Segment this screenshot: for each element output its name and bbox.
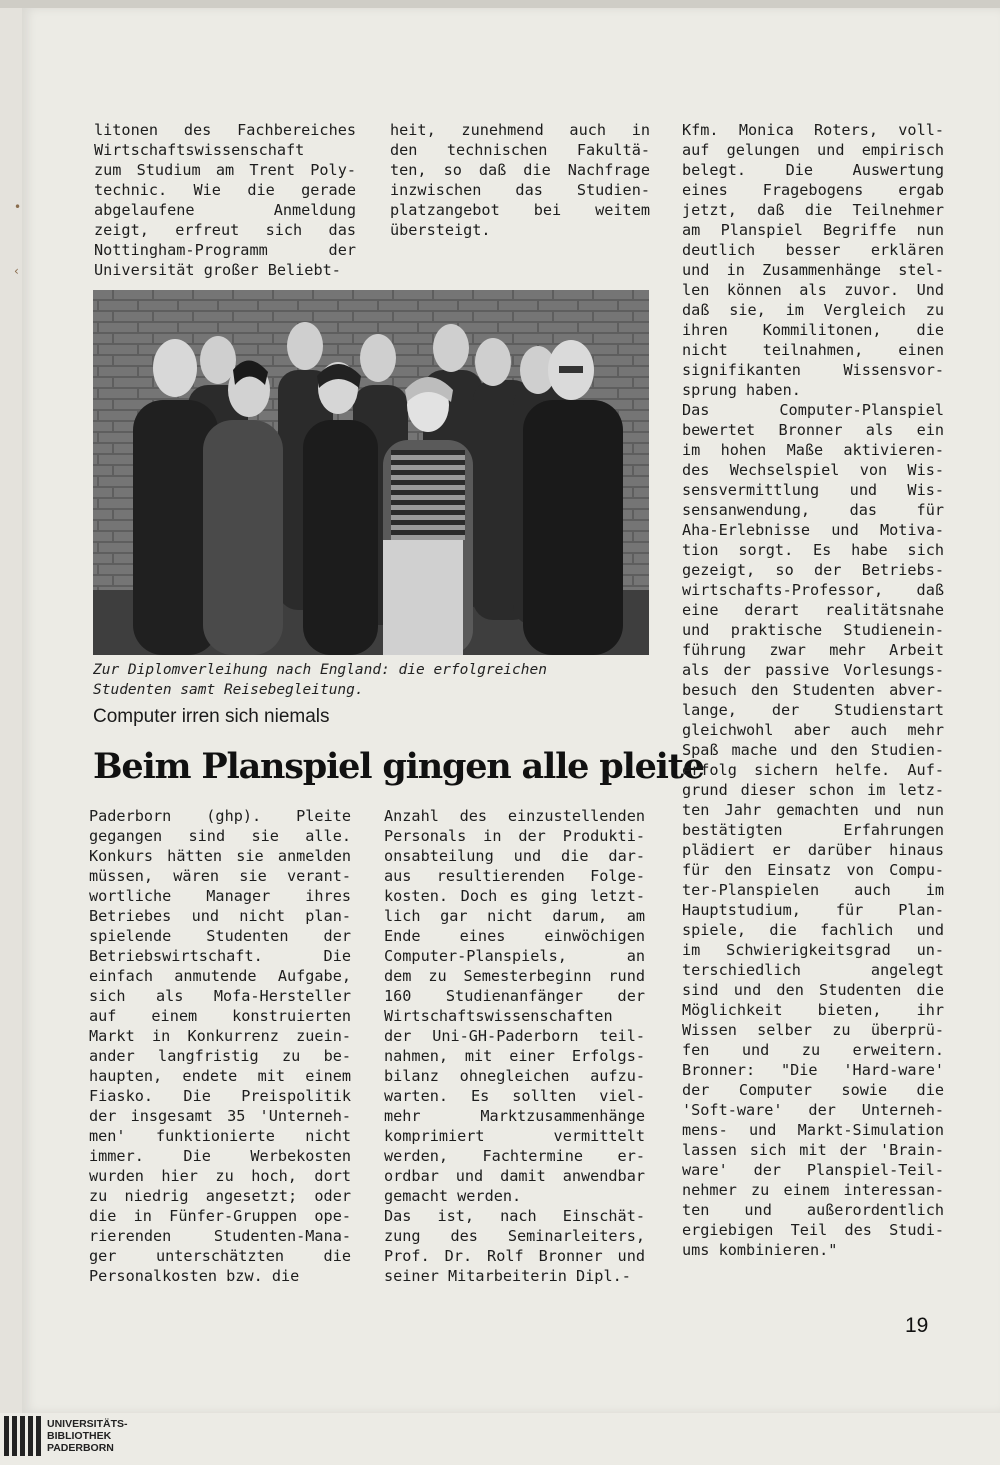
text-line: Universität großer Beliebt- <box>94 261 341 279</box>
text-line: als der passive Vorlesungs- <box>682 661 944 679</box>
text-line: sensanwendung, das für <box>682 501 944 519</box>
text-line: werden, Fachtermine er- <box>384 1147 645 1165</box>
text-line: immer. Die Werbekosten <box>89 1147 351 1165</box>
text-line: rierenden Studenten-Mana- <box>89 1227 351 1245</box>
text-line: warten. Es sollten viel- <box>384 1087 645 1105</box>
library-logo-text <box>47 1418 128 1454</box>
caption-line: Zur Diplomverleihung nach England: die erfolgreichen <box>93 662 547 678</box>
text-line: men' funktionierte nicht <box>89 1127 351 1145</box>
text-line: bilanz ohnegleichen aufzu- <box>384 1067 645 1085</box>
text-line: kosten. Doch es ging letzt- <box>384 887 645 905</box>
library-logo-mark <box>4 1416 41 1456</box>
text-line: plädiert er darüber hinaus <box>682 841 944 859</box>
text-line: Das Computer-Planspiel <box>682 401 944 419</box>
library-logo-line: PADERBORN <box>47 1442 114 1454</box>
text-line: Paderborn (ghp). Pleite <box>89 807 351 825</box>
text-line: Personalkosten bzw. die <box>89 1267 300 1285</box>
text-line: Prof. Dr. Rolf Bronner und <box>384 1247 645 1265</box>
text-line: Möglichkeit bieten, ihr <box>682 1001 944 1019</box>
text-line: erfolg sichern helfe. Auf- <box>682 761 944 779</box>
text-line: des Wechselspiel von Wis- <box>682 461 944 479</box>
article-kicker: Computer irren sich niemals <box>93 706 330 727</box>
text-line: sich als Mofa-Hersteller <box>89 987 351 1005</box>
text-line: zum Studium am Trent Poly- <box>94 161 356 179</box>
text-line: bestätigten Erfahrungen <box>682 821 944 839</box>
text-line: nahmen, mit einer Erfolgs- <box>384 1047 645 1065</box>
text-line: auf einem konstruierten <box>89 1007 351 1025</box>
text-line: übersteigt. <box>390 221 491 239</box>
text-line: aus resultierenden Folge- <box>384 867 645 885</box>
text-line: zeigt, erfreut sich das <box>94 221 356 239</box>
text-line: im hohen Maße aktivieren- <box>682 441 944 459</box>
library-logo <box>4 1416 128 1456</box>
text-line: führung zwar mehr Arbeit <box>682 641 944 659</box>
text-line: spielende Studenten der <box>89 927 351 945</box>
text-line: ums kombinieren." <box>682 1241 838 1259</box>
text-line: 'Soft-ware' der Unterneh- <box>682 1101 944 1119</box>
text-line: Ende eines einwöchigen <box>384 927 645 945</box>
text-line: Hauptstudium, für Plan- <box>682 901 944 919</box>
photo-caption <box>93 660 653 700</box>
text-line: im Schwierigkeitsgrad un- <box>682 941 944 959</box>
text-line: jetzt, daß die Teilnehmer <box>682 201 944 219</box>
text-line: der Computer sowie die <box>682 1081 944 1099</box>
text-line: der insgesamt 35 'Unterneh- <box>89 1107 351 1125</box>
text-line: wurden hier zu hoch, dort <box>89 1167 351 1185</box>
text-line: den technischen Fakultä- <box>390 141 650 159</box>
text-line: zu niedrig angesetzt; oder <box>89 1187 351 1205</box>
text-line: len können als zuvor. Und <box>682 281 944 299</box>
text-line: Markt in Konkurrenz zuein- <box>89 1027 351 1045</box>
article-headline: Beim Planspiel gingen alle pleite <box>93 746 704 787</box>
text-line: Wissen selber zu überprü- <box>682 1021 944 1039</box>
margin-mark: • <box>14 200 22 214</box>
text-line: ander langfristig zu be- <box>89 1047 351 1065</box>
text-line: ten Jahr gemachten und nun <box>682 801 944 819</box>
text-line: gemacht werden. <box>384 1187 522 1205</box>
text-line: bewertet Bronner als ein <box>682 421 944 439</box>
text-line: inzwischen das Studien- <box>390 181 650 199</box>
text-line: abgelaufene Anmeldung <box>94 201 356 219</box>
text-line: daß sie, im Vergleich zu <box>682 301 944 319</box>
text-line: müssen, wären sie verant- <box>89 867 351 885</box>
text-line: Nottingham-Programm der <box>94 241 356 259</box>
text-line: eine derart realitätsnahe <box>682 601 944 619</box>
text-line: mens- und Markt-Simulation <box>682 1121 944 1139</box>
text-line: Konkurs hätten sie anmelden <box>89 847 351 865</box>
text-line: wirtschafts-Professor, daß <box>682 581 944 599</box>
text-line: und praktische Studienein- <box>682 621 944 639</box>
text-line: gezeigt, so der Betriebs- <box>682 561 944 579</box>
text-line: der Uni-GH-Paderborn teil- <box>384 1027 645 1045</box>
text-line: Computer-Planspiels, an <box>384 947 645 965</box>
text-line: ten, so daß die Nachfrage <box>390 161 650 179</box>
text-line: und in Zusammenhänge stel- <box>682 261 944 279</box>
text-line: Fiasko. Die Preispolitik <box>89 1087 351 1105</box>
top-middle-column <box>390 120 650 240</box>
article-column-3 <box>682 120 944 1260</box>
text-line: wortliche Manager ihres <box>89 887 351 905</box>
text-line: Kfm. Monica Roters, voll- <box>682 121 944 139</box>
text-line: ergiebigen Teil des Studi- <box>682 1221 944 1239</box>
text-line: grund dieser schon im letz- <box>682 781 944 799</box>
text-line: Bronner: "Die 'Hard-ware' <box>682 1061 944 1079</box>
group-photo-image <box>93 290 649 655</box>
text-line: Das ist, nach Einschät- <box>384 1207 645 1225</box>
text-line: onsabteilung und die dar- <box>384 847 645 865</box>
text-line: sprung haben. <box>682 381 801 399</box>
text-line: fen und zu erweitern. <box>682 1041 944 1059</box>
scan-footer <box>0 1413 1000 1465</box>
text-line: spiele, die fachlich und <box>682 921 944 939</box>
text-line: Spaß mache und den Studien- <box>682 741 944 759</box>
library-logo-line: UNIVERSITÄTS- <box>47 1418 128 1430</box>
text-line: Betriebes und nicht plan- <box>89 907 351 925</box>
text-line: besuch den Studenten abver- <box>682 681 944 699</box>
text-line: deutlich besser erklären <box>682 241 944 259</box>
text-line: technic. Wie die gerade <box>94 181 356 199</box>
text-line: komprimiert vermittelt <box>384 1127 645 1145</box>
text-line: 160 Studienanfänger der <box>384 987 645 1005</box>
text-line: tion sorgt. Es habe sich <box>682 541 944 559</box>
margin-mark: ‹ <box>14 264 19 278</box>
text-line: Personals in der Produkti- <box>384 827 645 845</box>
text-line: dem zu Semesterbeginn rund <box>384 967 645 985</box>
text-line: zung des Seminarleiters, <box>384 1227 645 1245</box>
text-line: die in Fünfer-Gruppen ope- <box>89 1207 351 1225</box>
text-line: belegt. Die Auswertung <box>682 161 944 179</box>
text-line: haupten, endete mit einem <box>89 1067 351 1085</box>
text-line: nicht teilnahmen, einen <box>682 341 944 359</box>
text-line: am Planspiel Begriffe nun <box>682 221 944 239</box>
text-line: platzangebot bei weitem <box>390 201 650 219</box>
text-line: sind und den Studenten die <box>682 981 944 999</box>
text-line: signifikanten Wissensvor- <box>682 361 944 379</box>
text-line: lassen sich mit der 'Brain- <box>682 1141 944 1159</box>
text-line: nehmer zu einem interessan- <box>682 1181 944 1199</box>
text-line: ware' der Planspiel-Teil- <box>682 1161 944 1179</box>
text-line: gegangen sind sie alle. <box>89 827 351 845</box>
text-line: für den Einsatz von Compu- <box>682 861 944 879</box>
text-line: lich gar nicht darum, am <box>384 907 645 925</box>
text-line: lange, der Studienstart <box>682 701 944 719</box>
text-line: auf gelungen und empirisch <box>682 141 944 159</box>
text-line: ger unterschätzten die <box>89 1247 351 1265</box>
text-line: seiner Mitarbeiterin Dipl.- <box>384 1267 631 1285</box>
text-line: terschiedlich angelegt <box>682 961 944 979</box>
text-line: Wirtschaftswissenschaft <box>94 141 305 159</box>
text-line: ter-Planspielen auch im <box>682 881 944 899</box>
library-logo-line: BIBLIOTHEK <box>47 1430 112 1442</box>
text-line: einfach anmutende Aufgabe, <box>89 967 351 985</box>
text-line: heit, zunehmend auch in <box>390 121 650 139</box>
scan-top-edge <box>0 0 1000 8</box>
text-line: Anzahl des einzustellenden <box>384 807 645 825</box>
text-line: Betriebswirtschaft. Die <box>89 947 351 965</box>
article-column-2 <box>384 806 645 1286</box>
text-line: ordbar und damit anwendbar <box>384 1167 645 1185</box>
text-line: ihren Kommilitonen, die <box>682 321 944 339</box>
text-line: sensvermittlung und Wis- <box>682 481 944 499</box>
page-number: 19 <box>905 1314 929 1337</box>
text-line: Aha-Erlebnisse und Motiva- <box>682 521 944 539</box>
top-left-column <box>94 120 356 280</box>
caption-line: Studenten samt Reisebegleitung. <box>93 682 364 698</box>
text-line: eines Fragebogens ergab <box>682 181 944 199</box>
text-line: litonen des Fachbereiches <box>94 121 356 139</box>
text-line: Wirtschaftswissenschaften <box>384 1007 613 1025</box>
text-line: gleichwohl aber auch mehr <box>682 721 944 739</box>
text-line: ten und außerordentlich <box>682 1201 944 1219</box>
article-column-1 <box>89 806 351 1286</box>
group-photo <box>93 290 649 655</box>
text-line: mehr Marktzusammenhänge <box>384 1107 645 1125</box>
